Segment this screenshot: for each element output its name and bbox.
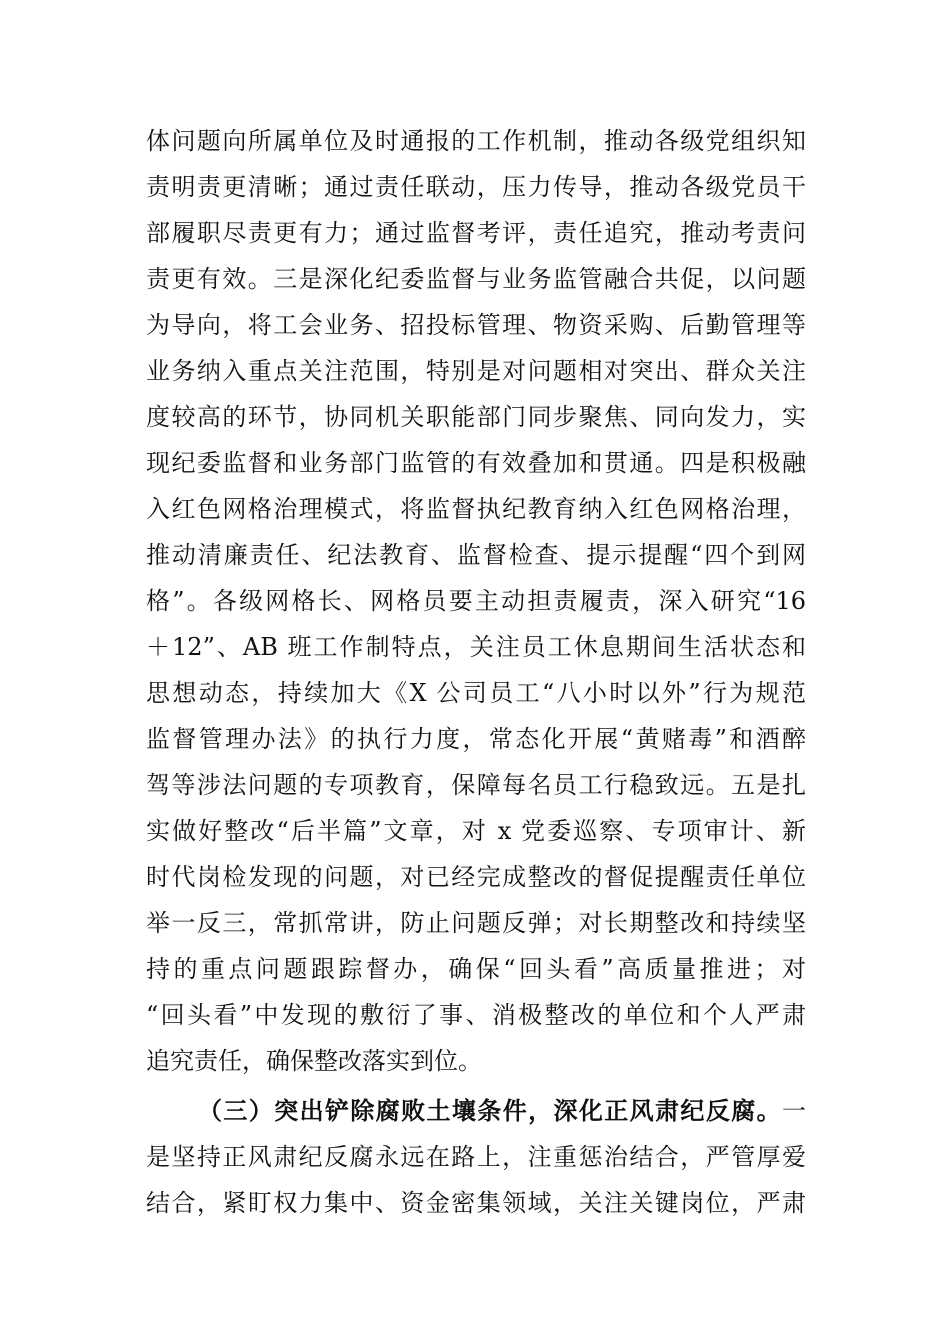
paragraph-1-line: 推动清廉责任、纪法教育、监督检查、提示提醒“四个到网 <box>146 541 806 569</box>
paragraph-1-line: 业务纳入重点关注范围，特别是对问题相对突出、群众关注 <box>146 357 806 385</box>
paragraph-1-line: 责更有效。三是深化纪委监督与业务监管融合共促，以问题 <box>146 265 806 293</box>
paragraph-1-last-line: 追究责任，确保整改落实到位。 <box>146 1047 482 1075</box>
paragraph-1-line: ＋12”、AB 班工作制特点，关注员工休息期间生活状态和 <box>146 633 806 661</box>
paragraph-2-first-line-rest: 一 <box>782 1097 806 1125</box>
paragraph-2-first-line <box>146 1088 806 1134</box>
paragraph-2-line: 结合，紧盯权力集中、资金密集领域，关注关键岗位，严肃 <box>146 1189 806 1217</box>
paragraph-1-line: 体问题向所属单位及时通报的工作机制，推动各级党组织知 <box>146 127 806 155</box>
paragraph-1-line: 现纪委监督和业务部门监管的有效叠加和贯通。四是积极融 <box>146 449 806 477</box>
paragraph-1-line: 入红色网格治理模式，将监督执纪教育纳入红色网格治理， <box>146 495 806 523</box>
paragraph-1-line: 责明责更清晰；通过责任联动，压力传导，推动各级党员干 <box>146 173 806 201</box>
paragraph-1-line: 为导向，将工会业务、招投标管理、物资采购、后勤管理等 <box>146 311 806 339</box>
paragraph-1-line: 实做好整改“后半篇”文章，对 x 党委巡察、专项审计、新 <box>146 817 806 845</box>
paragraph-1-line: 思想动态，持续加大《X 公司员工“八小时以外”行为规范 <box>146 679 806 707</box>
paragraph-1-line: 时代岗检发现的问题，对已经完成整改的督促提醒责任单位 <box>146 863 806 891</box>
paragraph-1-line: 度较高的环节，协同机关职能部门同步聚焦、同向发力，实 <box>146 403 806 431</box>
paragraph-1-line: 部履职尽责更有力；通过监督考评，责任追究，推动考责问 <box>146 219 806 247</box>
paragraph-1-line: 持的重点问题跟踪督办，确保“回头看”高质量推进；对 <box>146 955 806 983</box>
body-text <box>146 118 806 1226</box>
paragraph-2-line: 是坚持正风肃纪反腐永远在路上，注重惩治结合，严管厚爱 <box>146 1143 806 1171</box>
paragraph-1-line: 监督管理办法》的执行力度，常态化开展“黄赌毒”和酒醉 <box>146 725 806 753</box>
section-heading: （三）突出铲除腐败土壤条件，深化正风肃纪反腐。 <box>198 1096 782 1125</box>
paragraph-1-line: 格”。各级网格长、网格员要主动担责履责，深入研究“16 <box>146 587 806 615</box>
paragraph-1-line: 举一反三，常抓常讲，防止问题反弹；对长期整改和持续坚 <box>146 909 806 937</box>
paragraph-1-line: “回头看”中发现的敷衍了事、消极整改的单位和个人严肃 <box>146 1001 806 1029</box>
paragraph-1-line: 驾等涉法问题的专项教育，保障每名员工行稳致远。五是扎 <box>146 771 806 799</box>
